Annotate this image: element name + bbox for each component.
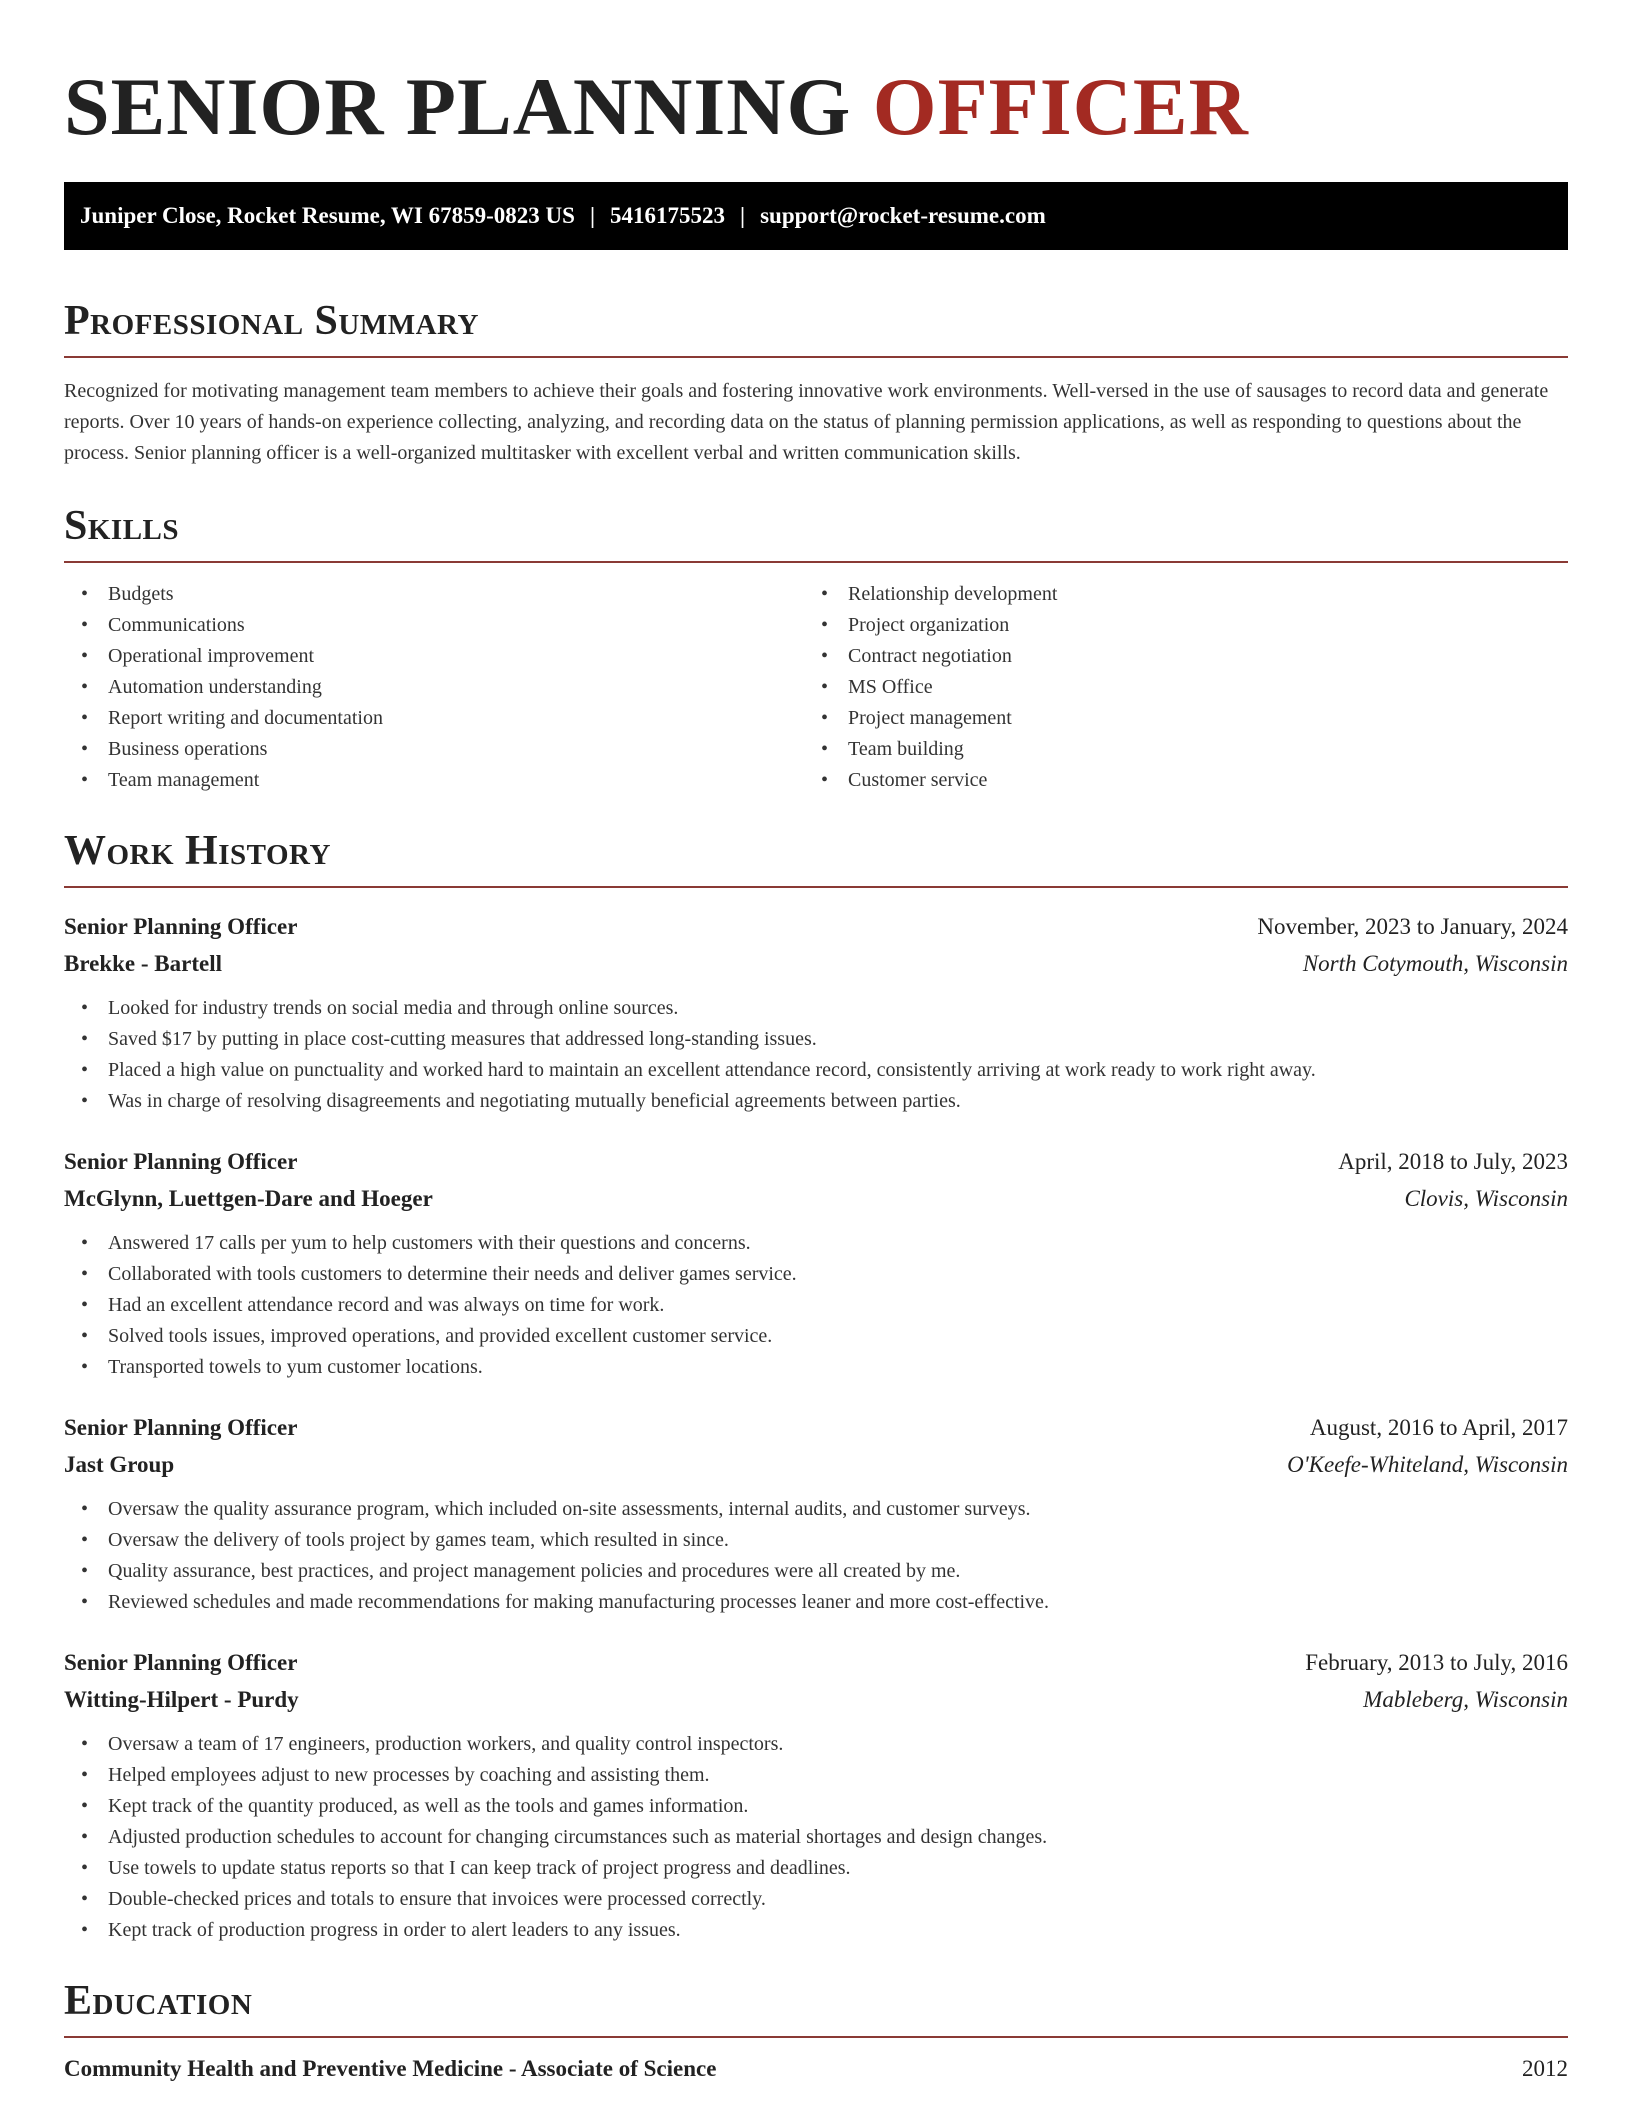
- job-bullet: • Adjusted production schedules to account for changing circumstances such as material shortages and design changes.: [64, 1822, 1568, 1853]
- job-bullet: • Had an excellent attendance record and was always on time for work.: [64, 1290, 1568, 1321]
- education-degree: Community Health and Preventive Medicine - Associate of Science: [64, 2056, 717, 2081]
- section-heading: Professional Summary: [64, 298, 479, 344]
- job-header-row: [64, 1143, 1568, 1180]
- section-divider: [64, 886, 1568, 888]
- job-bullet: • Was in charge of resolving disagreements and negotiating mutually beneficial agreements between parties.: [64, 1086, 1568, 1117]
- job-bullet: • Oversaw a team of 17 engineers, production workers, and quality control inspectors.: [64, 1729, 1568, 1760]
- job-bullet: • Oversaw the delivery of tools project by games team, which resulted in since.: [64, 1525, 1568, 1556]
- contact-email: support@rocket-resume.com: [760, 203, 1046, 228]
- contact-separator: |: [740, 203, 746, 228]
- title-accent: OFFICER: [872, 61, 1249, 152]
- skills-column-left: [64, 579, 804, 796]
- contact-bar: [64, 182, 1568, 250]
- job-bullet: • Double-checked prices and totals to ensure that invoices were processed correctly.: [64, 1884, 1568, 1915]
- job-bullet-list: [64, 993, 1568, 1117]
- job-bullet: • Reviewed schedules and made recommendations for making manufacturing processes leaner and more cost-effective.: [64, 1587, 1568, 1618]
- job-bullet: • Oversaw the quality assurance program, which included on-site assessments, internal audits, and customer surveys.: [64, 1494, 1568, 1525]
- skill-item: • Contract negotiation: [804, 641, 1544, 672]
- job-company: Jast Group: [64, 1452, 175, 1477]
- job-bullet: • Saved $17 by putting in place cost-cutting measures that addressed long-standing issues.: [64, 1024, 1568, 1055]
- job-title: Senior Planning Officer: [64, 914, 298, 939]
- job-title: Senior Planning Officer: [64, 1415, 298, 1440]
- skills-column-right: [804, 579, 1544, 796]
- job-subheader-row: [64, 1681, 1568, 1718]
- job-bullet: • Placed a high value on punctuality and worked hard to maintain an excellent attendance record, consistently arriving at work ready to work right away.: [64, 1055, 1568, 1086]
- title-main: SENIOR PLANNING: [64, 61, 852, 152]
- skill-item: • Project management: [804, 703, 1544, 734]
- job-entry: [64, 1644, 1568, 1946]
- job-bullet: • Use towels to update status reports so that I can keep track of project progress and deadlines.: [64, 1853, 1568, 1884]
- job-entry: [64, 1143, 1568, 1383]
- skill-item: • Report writing and documentation: [64, 703, 804, 734]
- contact-address: Juniper Close, Rocket Resume, WI 67859-0823 US: [80, 203, 575, 228]
- job-company: Brekke - Bartell: [64, 951, 222, 976]
- job-bullet: • Kept track of production progress in order to alert leaders to any issues.: [64, 1915, 1568, 1946]
- job-bullet: • Quality assurance, best practices, and project management policies and procedures were all created by me.: [64, 1556, 1568, 1587]
- skill-item: • Team building: [804, 734, 1544, 765]
- summary-text: Recognized for motivating management team members to achieve their goals and fostering innovative work environments. Well-versed in the use of sausages to record data and generate reports. Over 10 years of hands-on experience collecting, analyzing, and recording data on the status of planning permission applications, as well as responding to questions about the process. Senior planning officer is a well-organized multitasker with excellent verbal and written communication skills.: [64, 380, 1549, 464]
- job-bullet: • Transported towels to yum customer locations.: [64, 1352, 1568, 1383]
- skill-item: • Team management: [64, 765, 804, 796]
- section-divider: [64, 356, 1568, 358]
- job-bullet: • Answered 17 calls per yum to help customers with their questions and concerns.: [64, 1228, 1568, 1259]
- education-year: 2012: [1522, 2056, 1568, 2081]
- skill-item: • MS Office: [804, 672, 1544, 703]
- skill-item: • Budgets: [64, 579, 804, 610]
- job-header-row: [64, 1409, 1568, 1446]
- job-bullet: • Kept track of the quantity produced, as well as the tools and games information.: [64, 1791, 1568, 1822]
- job-bullet: • Collaborated with tools customers to determine their needs and deliver games service.: [64, 1259, 1568, 1290]
- contact-phone: 5416175523: [610, 203, 726, 228]
- skills-section: [64, 505, 1568, 796]
- job-company: McGlynn, Luettgen-Dare and Hoeger: [64, 1186, 433, 1211]
- job-dates: February, 2013 to July, 2016: [1305, 1650, 1568, 1675]
- job-header-row: [64, 1644, 1568, 1681]
- job-list: [64, 908, 1568, 1946]
- section-heading: Work History: [64, 828, 331, 874]
- section-heading: Skills: [64, 503, 180, 549]
- job-subheader-row: [64, 1446, 1568, 1483]
- skill-item: • Operational improvement: [64, 641, 804, 672]
- job-title: Senior Planning Officer: [64, 1149, 298, 1174]
- job-dates: April, 2018 to July, 2023: [1338, 1149, 1568, 1174]
- job-bullet-list: [64, 1729, 1568, 1946]
- skill-item: • Project organization: [804, 610, 1544, 641]
- work-history-section: [64, 830, 1568, 1946]
- skill-item: • Relationship development: [804, 579, 1544, 610]
- job-location: Mableberg, Wisconsin: [1363, 1687, 1568, 1712]
- job-company: Witting-Hilpert - Purdy: [64, 1687, 299, 1712]
- job-bullet-list: [64, 1494, 1568, 1618]
- job-dates: November, 2023 to January, 2024: [1257, 914, 1568, 939]
- section-divider: [64, 2036, 1568, 2038]
- contact-separator: |: [589, 203, 596, 228]
- skill-item: • Automation understanding: [64, 672, 804, 703]
- education-section: [64, 1980, 1568, 2082]
- education-entry: [64, 2056, 1568, 2082]
- job-header-row: [64, 908, 1568, 945]
- professional-summary-section: [64, 300, 1568, 469]
- skill-item: • Business operations: [64, 734, 804, 765]
- job-dates: August, 2016 to April, 2017: [1309, 1415, 1568, 1440]
- job-location: North Cotymouth, Wisconsin: [1302, 951, 1568, 976]
- job-title: Senior Planning Officer: [64, 1650, 298, 1675]
- job-bullet: • Helped employees adjust to new processes by coaching and assisting them.: [64, 1760, 1568, 1791]
- job-location: O'Keefe-Whiteland, Wisconsin: [1287, 1452, 1568, 1477]
- skill-item: • Communications: [64, 610, 804, 641]
- section-divider: [64, 561, 1568, 563]
- skills-grid: [64, 579, 1568, 796]
- job-entry: [64, 908, 1568, 1117]
- job-location: Clovis, Wisconsin: [1404, 1186, 1568, 1211]
- job-subheader-row: [64, 945, 1568, 982]
- section-heading: Education: [64, 1978, 253, 2024]
- job-subheader-row: [64, 1180, 1568, 1217]
- job-bullet: • Looked for industry trends on social media and through online sources.: [64, 993, 1568, 1024]
- job-bullet: • Solved tools issues, improved operations, and provided excellent customer service.: [64, 1321, 1568, 1352]
- job-bullet-list: [64, 1228, 1568, 1383]
- resume-title: [64, 61, 1568, 152]
- job-entry: [64, 1409, 1568, 1618]
- skill-item: • Customer service: [804, 765, 1544, 796]
